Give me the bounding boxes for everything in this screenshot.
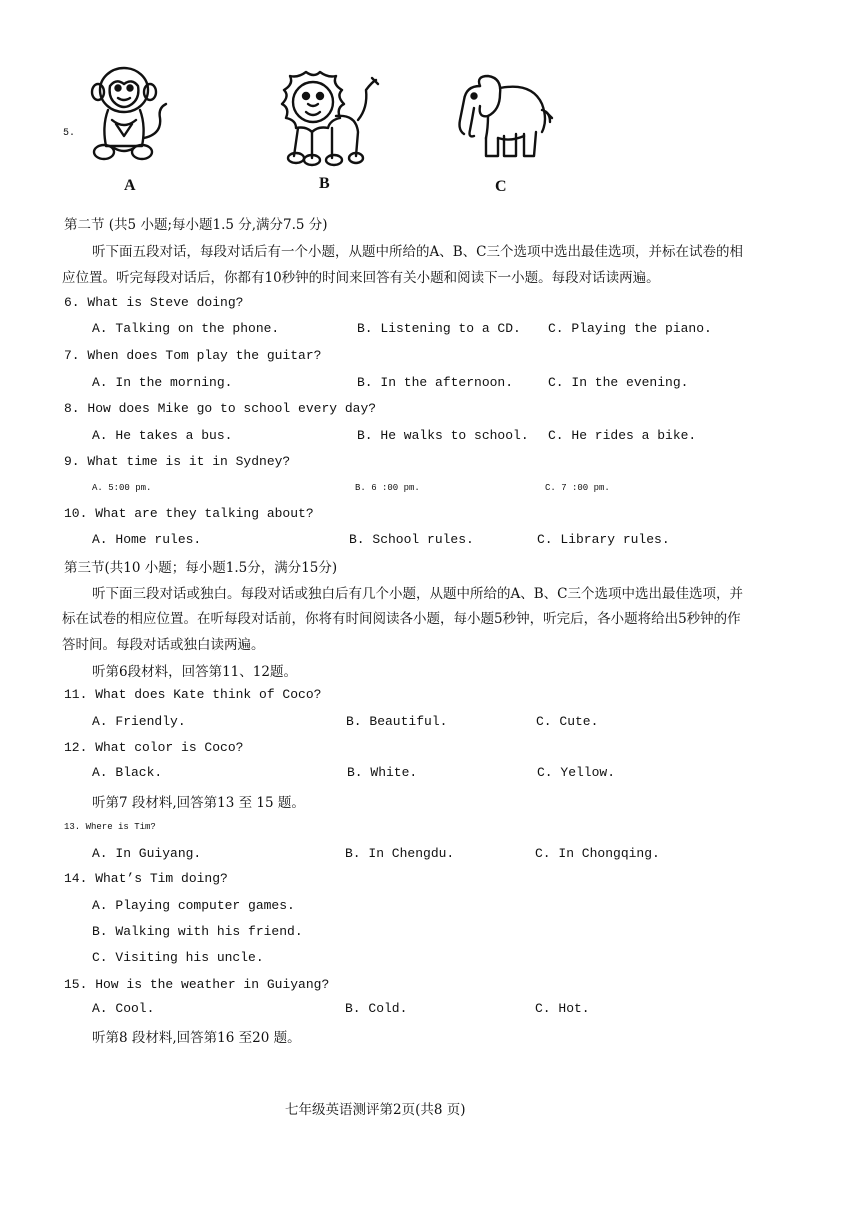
q6-option-a: A. Talking on the phone.	[92, 321, 280, 336]
material-7-instruction: 听第7 段材料,回答第13 至 15 题。	[92, 795, 305, 811]
q6-option-b: B. Listening to a CD.	[357, 321, 521, 336]
q15-option-a: A. Cool.	[92, 1001, 155, 1016]
section2-heading: 第二节 (共5 小题;每小题1.5 分,满分7.5 分)	[64, 217, 328, 233]
page-footer: 七年级英语测评第2页(共8 页)	[285, 1102, 466, 1118]
question-6: 6. What is Steve doing?	[64, 295, 244, 310]
q13-option-a: A. In Guiyang.	[92, 846, 202, 861]
q5-option-a-letter: A	[124, 177, 136, 194]
q13-option-c: C. In Chongqing.	[535, 846, 660, 861]
q12-option-a: A. Black.	[92, 765, 163, 780]
q10-option-a: A. Home rules.	[92, 532, 202, 547]
elephant-icon	[454, 72, 554, 164]
question-8: 8. How does Mike go to school every day?	[64, 401, 377, 416]
q12-option-c: C. Yellow.	[537, 765, 616, 780]
q9-option-a: A. 5:00 pm.	[92, 483, 152, 493]
q9-option-b: B. 6 :00 pm.	[355, 483, 420, 493]
q5-option-b-letter: B	[319, 175, 330, 192]
section3-heading: 第三节(共10 小题；每小题1.5分，满分15分)	[64, 560, 338, 576]
question-10: 10. What are they talking about?	[64, 506, 314, 521]
section2-instruction-line2: 应位置。听完每段对话后，你都有10秒钟的时间来回答有关小题和阅读下一小题。每段对话读两遍。	[62, 270, 660, 286]
q8-option-b: B. He walks to school.	[357, 428, 529, 443]
monkey-icon	[86, 64, 172, 168]
q8-option-c: C. He rides a bike.	[548, 428, 697, 443]
q6-option-c: C. Playing the piano.	[548, 321, 712, 336]
question-14: 14. What’s Tim doing?	[64, 871, 228, 886]
q14-option-c: C. Visiting his uncle.	[92, 950, 264, 965]
section3-instruction-line3: 答时间。每段对话或独白读两遍。	[62, 637, 265, 653]
question-12: 12. What color is Coco?	[64, 740, 244, 755]
q8-option-a: A. He takes a bus.	[92, 428, 233, 443]
section2-instruction-line1: 听下面五段对话，每段对话后有一个小题，从题中所给的A、B、C三个选项中选出最佳选项，并标在试卷的相	[92, 244, 743, 260]
q11-option-b: B. Beautiful.	[346, 714, 448, 729]
q9-option-c: C. 7 :00 pm.	[545, 483, 610, 493]
q15-option-c: C. Hot.	[535, 1001, 590, 1016]
material-8-instruction: 听第8 段材料,回答第16 至20 题。	[92, 1030, 301, 1046]
q11-option-a: A. Friendly.	[92, 714, 186, 729]
question-13: 13. Where is Tim?	[64, 822, 156, 832]
q11-option-c: C. Cute.	[536, 714, 599, 729]
q7-option-a: A. In the morning.	[92, 375, 233, 390]
section3-instruction-line1: 听下面三段对话或独白。每段对话或独白后有几个小题，从题中所给的A、B、C三个选项中选出最佳选项，并	[92, 586, 743, 602]
q5-option-c-letter: C	[495, 178, 507, 195]
q14-option-b: B. Walking with his friend.	[92, 924, 303, 939]
question-9: 9. What time is it in Sydney?	[64, 454, 291, 469]
q10-option-c: C. Library rules.	[537, 532, 670, 547]
lion-icon	[276, 68, 380, 168]
q13-option-b: B. In Chengdu.	[345, 846, 455, 861]
material-6-instruction: 听第6段材料，回答第11、12题。	[92, 664, 297, 680]
q15-option-b: B. Cold.	[345, 1001, 408, 1016]
q5-number: 5.	[63, 128, 76, 139]
q7-option-c: C. In the evening.	[548, 375, 689, 390]
q7-option-b: B. In the afternoon.	[357, 375, 514, 390]
section3-instruction-line2: 标在试卷的相应位置。在听每段对话前，你将有时间阅读各小题，每小题5秒钟，听完后，各小题将给出5秒钟的作	[62, 611, 741, 627]
q12-option-b: B. White.	[347, 765, 418, 780]
q10-option-b: B. School rules.	[349, 532, 474, 547]
question-15: 15. How is the weather in Guiyang?	[64, 977, 330, 992]
q14-option-a: A. Playing computer games.	[92, 898, 295, 913]
question-7: 7. When does Tom play the guitar?	[64, 348, 322, 363]
question-11: 11. What does Kate think of Coco?	[64, 687, 322, 702]
